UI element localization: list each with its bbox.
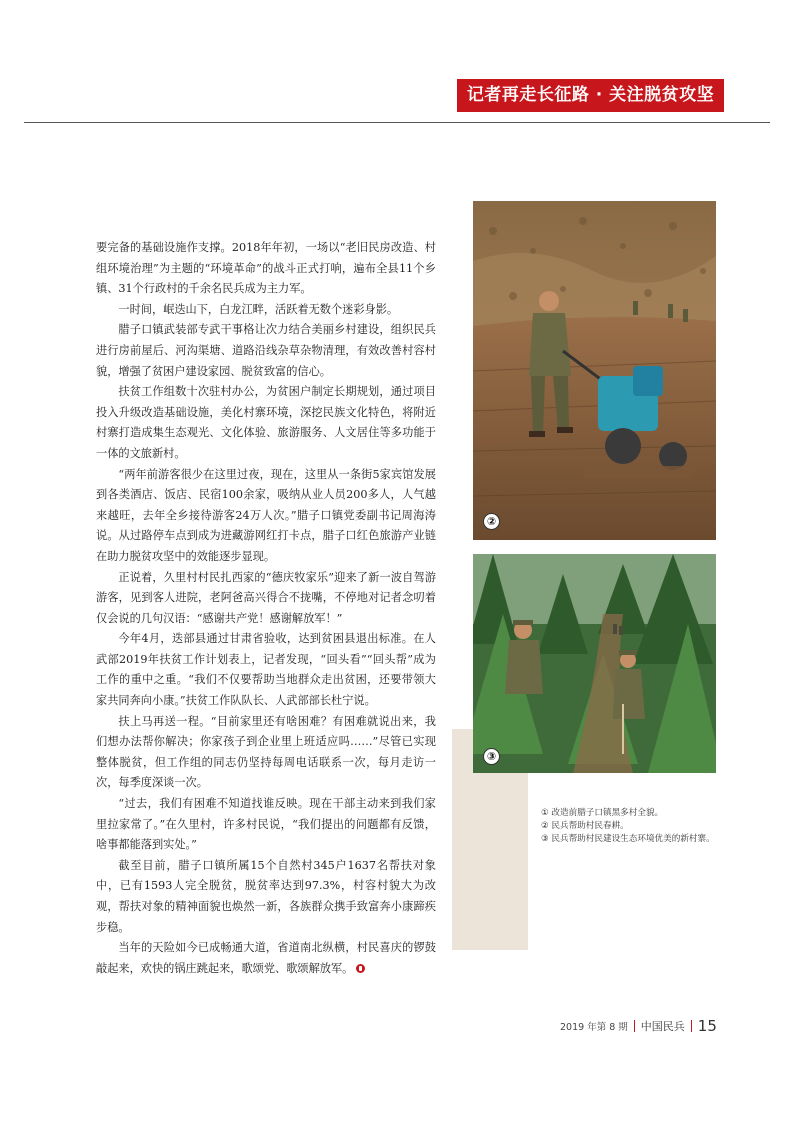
- page-number: 15: [697, 1017, 717, 1035]
- photo-number-badge: ③: [483, 748, 500, 765]
- article-paragraph: 扶贫工作组数十次驻村办公，为贫困户制定长期规划，通过项目投入升级改造基础设施，美化村寨环境，深挖民族文化特色，将附近村寨打造成集生态观光、文化体验、旅游服务、人文居住等多功能于一体的文旅新村。: [96, 385, 436, 460]
- page-footer: [560, 1015, 717, 1037]
- article-paragraph: 截至目前，腊子口镇所属15个自然村345户1637名帮扶对象中，已有1593人完全脱贫，脱贫率达到97.3%，村容村貌大为改观，帮扶对象的精神面貌也焕然一新，各族群众携手致富奔小康蹄疾步稳。: [96, 858, 436, 934]
- end-mark-icon: [356, 964, 365, 973]
- farming-scene-image: [473, 201, 716, 540]
- photo-village-building: [473, 554, 716, 773]
- issue-label: 2019 年第 8 期: [560, 1022, 628, 1033]
- forest-work-scene-image: [473, 554, 716, 773]
- article-paragraph: “两年前游客很少在这里过夜，现在，这里从一条街5家宾馆发展到各类酒店、饭店、民宿100余家，吸纳从业人员200多人，人气越来越旺，去年全乡接待游客24万人次。”腊子口镇党委副书记周海涛说。从过路停车点到成为进藏游网红打卡点，腊子口红色旅游产业链在助力脱贫攻坚中的效能逐步显现。: [96, 467, 436, 563]
- footer-divider: [634, 1020, 635, 1032]
- article-paragraph: “过去，我们有困难不知道找谁反映。现在干部主动来到我们家里拉家常了。”在久里村，许多村民说，“我们提出的问题都有反馈，啥事都能落到实处。”: [96, 797, 436, 852]
- magazine-name: 中国民兵: [640, 1020, 685, 1033]
- footer-divider: [691, 1020, 692, 1032]
- article-paragraph: 扶上马再送一程。“目前家里还有啥困难？有困难就说出来，我们想办法帮你解决；你家孩子到企业里上班适应吗……”尽管已实现整体脱贫，但工作组的同志仍坚持每周电话联系一次，每月走访一次，每季度深谈一次。: [96, 714, 436, 790]
- article-paragraph: 腊子口镇武装部专武干事格让次力结合美丽乡村建设，组织民兵进行房前屋后、河沟渠塘、道路沿线杂草杂物清理，有效改善村容村貌，增强了贫困户建设家园、脱贫致富的信心。: [96, 323, 436, 378]
- photo-captions: [541, 807, 731, 846]
- caption-item: ① 改造前腊子口镇黑多村全貌。: [541, 808, 664, 818]
- photo-number-badge: ②: [483, 513, 500, 530]
- article-paragraph-last: [96, 938, 436, 979]
- column-title-banner: 记者再走长征路 · 关注脱贫攻坚: [457, 79, 724, 112]
- article-paragraph: 一时间，岷迭山下，白龙江畔，活跃着无数个迷彩身影。: [118, 302, 399, 316]
- header-rule: [24, 122, 770, 123]
- last-paragraph-text: 当年的天险如今已成畅通大道，省道南北纵横，村民喜庆的锣鼓敲起来，欢快的锅庄跳起来，歌颂党、歌颂解放军。: [96, 941, 436, 975]
- article-paragraph: 今年4月，迭部县通过甘肃省验收，达到贫困县退出标准。在人武部2019年扶贫工作计划表上，记者发现，“回头看”“回头帮”成为工作的重中之重。“我们不仅要帮助当地群众走出贫困，还要带领大家共同奔向小康。”扶贫工作队队长、人武部部长杜宁说。: [96, 632, 436, 708]
- caption-item: ② 民兵帮助村民春耕。: [541, 821, 629, 831]
- article-paragraph: 正说着，久里村村民扎西家的“德庆牧家乐”迎来了新一波自驾游游客，见到客人进院，老阿爸高兴得合不拢嘴，不停地对记者念叨着仅会说的几句汉语：“感谢共产党！感谢解放军！”: [96, 570, 436, 625]
- article-body: [96, 238, 436, 979]
- photo-spring-plowing: [473, 201, 716, 540]
- article-paragraph: 要完备的基础设施作支撑。2018年年初，一场以“老旧民房改造、村组环境治理”为主题的“环境革命”的战斗正式打响，遍布全县11个乡镇、31个行政村的千余名民兵成为主力军。: [96, 241, 436, 296]
- caption-item: ③ 民兵帮助村民建设生态环境优美的新村寨。: [541, 834, 715, 844]
